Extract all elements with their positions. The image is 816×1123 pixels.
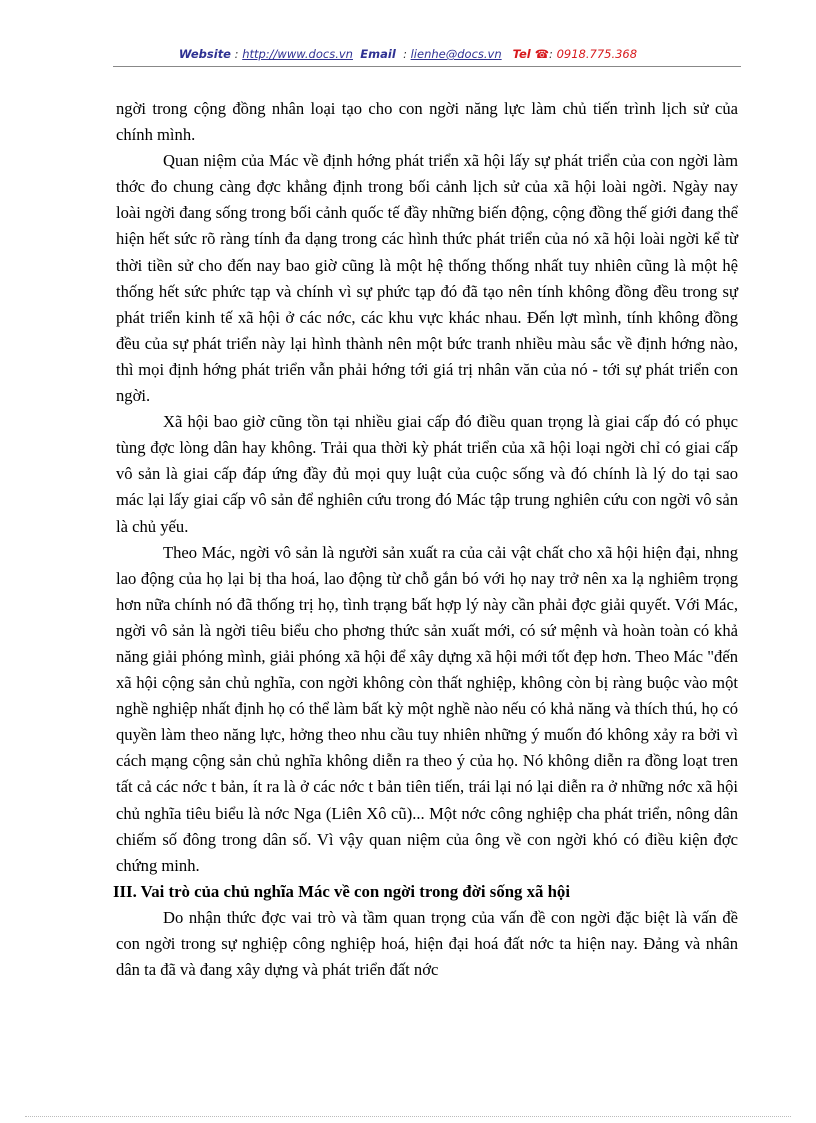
tel-value: 0918.775.368 [556, 47, 638, 61]
page-header: Website : http://www.docs.vn Email : lienhe@docs.vn Tel ☎: 0918.775.368 [178, 47, 638, 61]
header-divider [113, 66, 741, 67]
email-link[interactable]: lienhe@docs.vn [410, 47, 502, 61]
section-heading: III. Vai trò của chủ nghĩa Mác về con ngời trong đời sống xã hội [113, 881, 570, 901]
website-link[interactable]: http://www.docs.vn [242, 47, 353, 61]
footer-divider [25, 1116, 791, 1117]
website-label: Website [178, 47, 231, 61]
document-body [113, 96, 738, 983]
paragraph-2: Quan niệm của Mác về định hớng phát triển xã hội lấy sự phát triển của con ngời làm thớc đo chung càng đợc khẳng định trong bối cảnh lịch sử của xã hội loài ngời. Ngày nay loài ngời đang sống trong bối cảnh quốc tế đầy những biến động, cộng đồng thế giới đang thể hiện hết sức rõ ràng tính đa dạng trong các hình thức phát triển của nó xã hội loài ngời kể từ thời tiền sử cho đến nay bao giờ cũng là một hệ thống thống nhất tuy nhiên cũng là một hệ thống hết sức phức tạp và chính vì sự phức tạp đó đã tạo nên tính không đồng đều trong sự phát triển kinh tế xã hội ở các nớc, các khu vực khác nhau. Đến lợt mình, tính không đồng đều của sự phát triển này lại hình thành nên một bức tranh nhiều màu sắc về định hớng nào, thì mọi định hớng phát triển vẫn phải hớng tới giá trị nhân văn của nó - tới sự phát triển con ngời. [116, 151, 738, 406]
tel-label: Tel ☎ [512, 47, 550, 61]
paragraph-4: Theo Mác, ngời vô sản là người sản xuất ra của cải vật chất cho xã hội hiện đại, nhng lao động của họ lại bị tha hoá, lao động từ chỗ gắn bó với họ nay trở nên xa lạ nghiêm trọng hơn nữa chính nó đã thống trị họ, tình trạng bất hợp lý này cần phải đợc giải quyết. Với Mác, ngời vô sản là ngời tiêu biểu cho phơng thức sản xuất mới, có sứ mệnh và hoàn toàn có khả năng giải phóng mình, giải phóng xã hội để xây dựng xã hội mới tốt đẹp hơn. Theo Mác "đến xã hội cộng sản chủ nghĩa, con ngời không còn thất nghiệp, không còn bị ràng buộc vào một nghề nghiệp nhất định họ có thể làm bất kỳ một nghề nào nếu có khả năng và thích thú, họ có quyền làm theo năng lực, hởng theo nhu cầu tuy nhiên những ý muốn đó không xảy ra bởi vì cách mạng cộng sản chủ nghĩa không diễn ra theo ý của họ. Nó không diễn ra đồng loạt tren tất cả các nớc t bản, ít ra là ở các nớc t bản tiên tiến, trái lại nó lại diễn ra ở những nớc xã hội chủ nghĩa tiêu biểu là nớc Nga (Liên Xô cũ)... Một nớc công nghiệp cha phát triển, nông dân chiếm số đông trong dân số. Vì vậy quan niệm của ông về con ngời khó có điều kiện đợc chứng minh. [116, 542, 738, 875]
paragraph-3: Xã hội bao giờ cũng tồn tại nhiều giai cấp đó điều quan trọng là giai cấp đó có phục tùng đợc lòng dân hay không. Trải qua thời kỳ phát triển của xã hội loại ngời chỉ có giai cấp vô sản là giai cấp đáp ứng đầy đủ mọi quy luật của cuộc sống và đó chính là lý do tại sao mác lại lấy giai cấp vô sản để nghiên cứu trong đó Mác tập trung nghiên cứu con ngời vô sản là chủ yếu. [116, 412, 738, 536]
email-label: Email [360, 47, 396, 61]
paragraph-5: Do nhận thức đợc vai trò và tầm quan trọng của vấn đề con ngời đặc biệt là vấn đề con ngời trong sự nghiệp công nghiệp hoá, hiện đại hoá đất nớc ta hiện nay. Đảng và nhân dân ta đã và đang xây dựng và phát triển đất nớc [116, 907, 738, 980]
paragraph-1: ngời trong cộng đồng nhân loại tạo cho con ngời năng lực làm chủ tiến trình lịch sử của chính mình. [116, 99, 738, 145]
